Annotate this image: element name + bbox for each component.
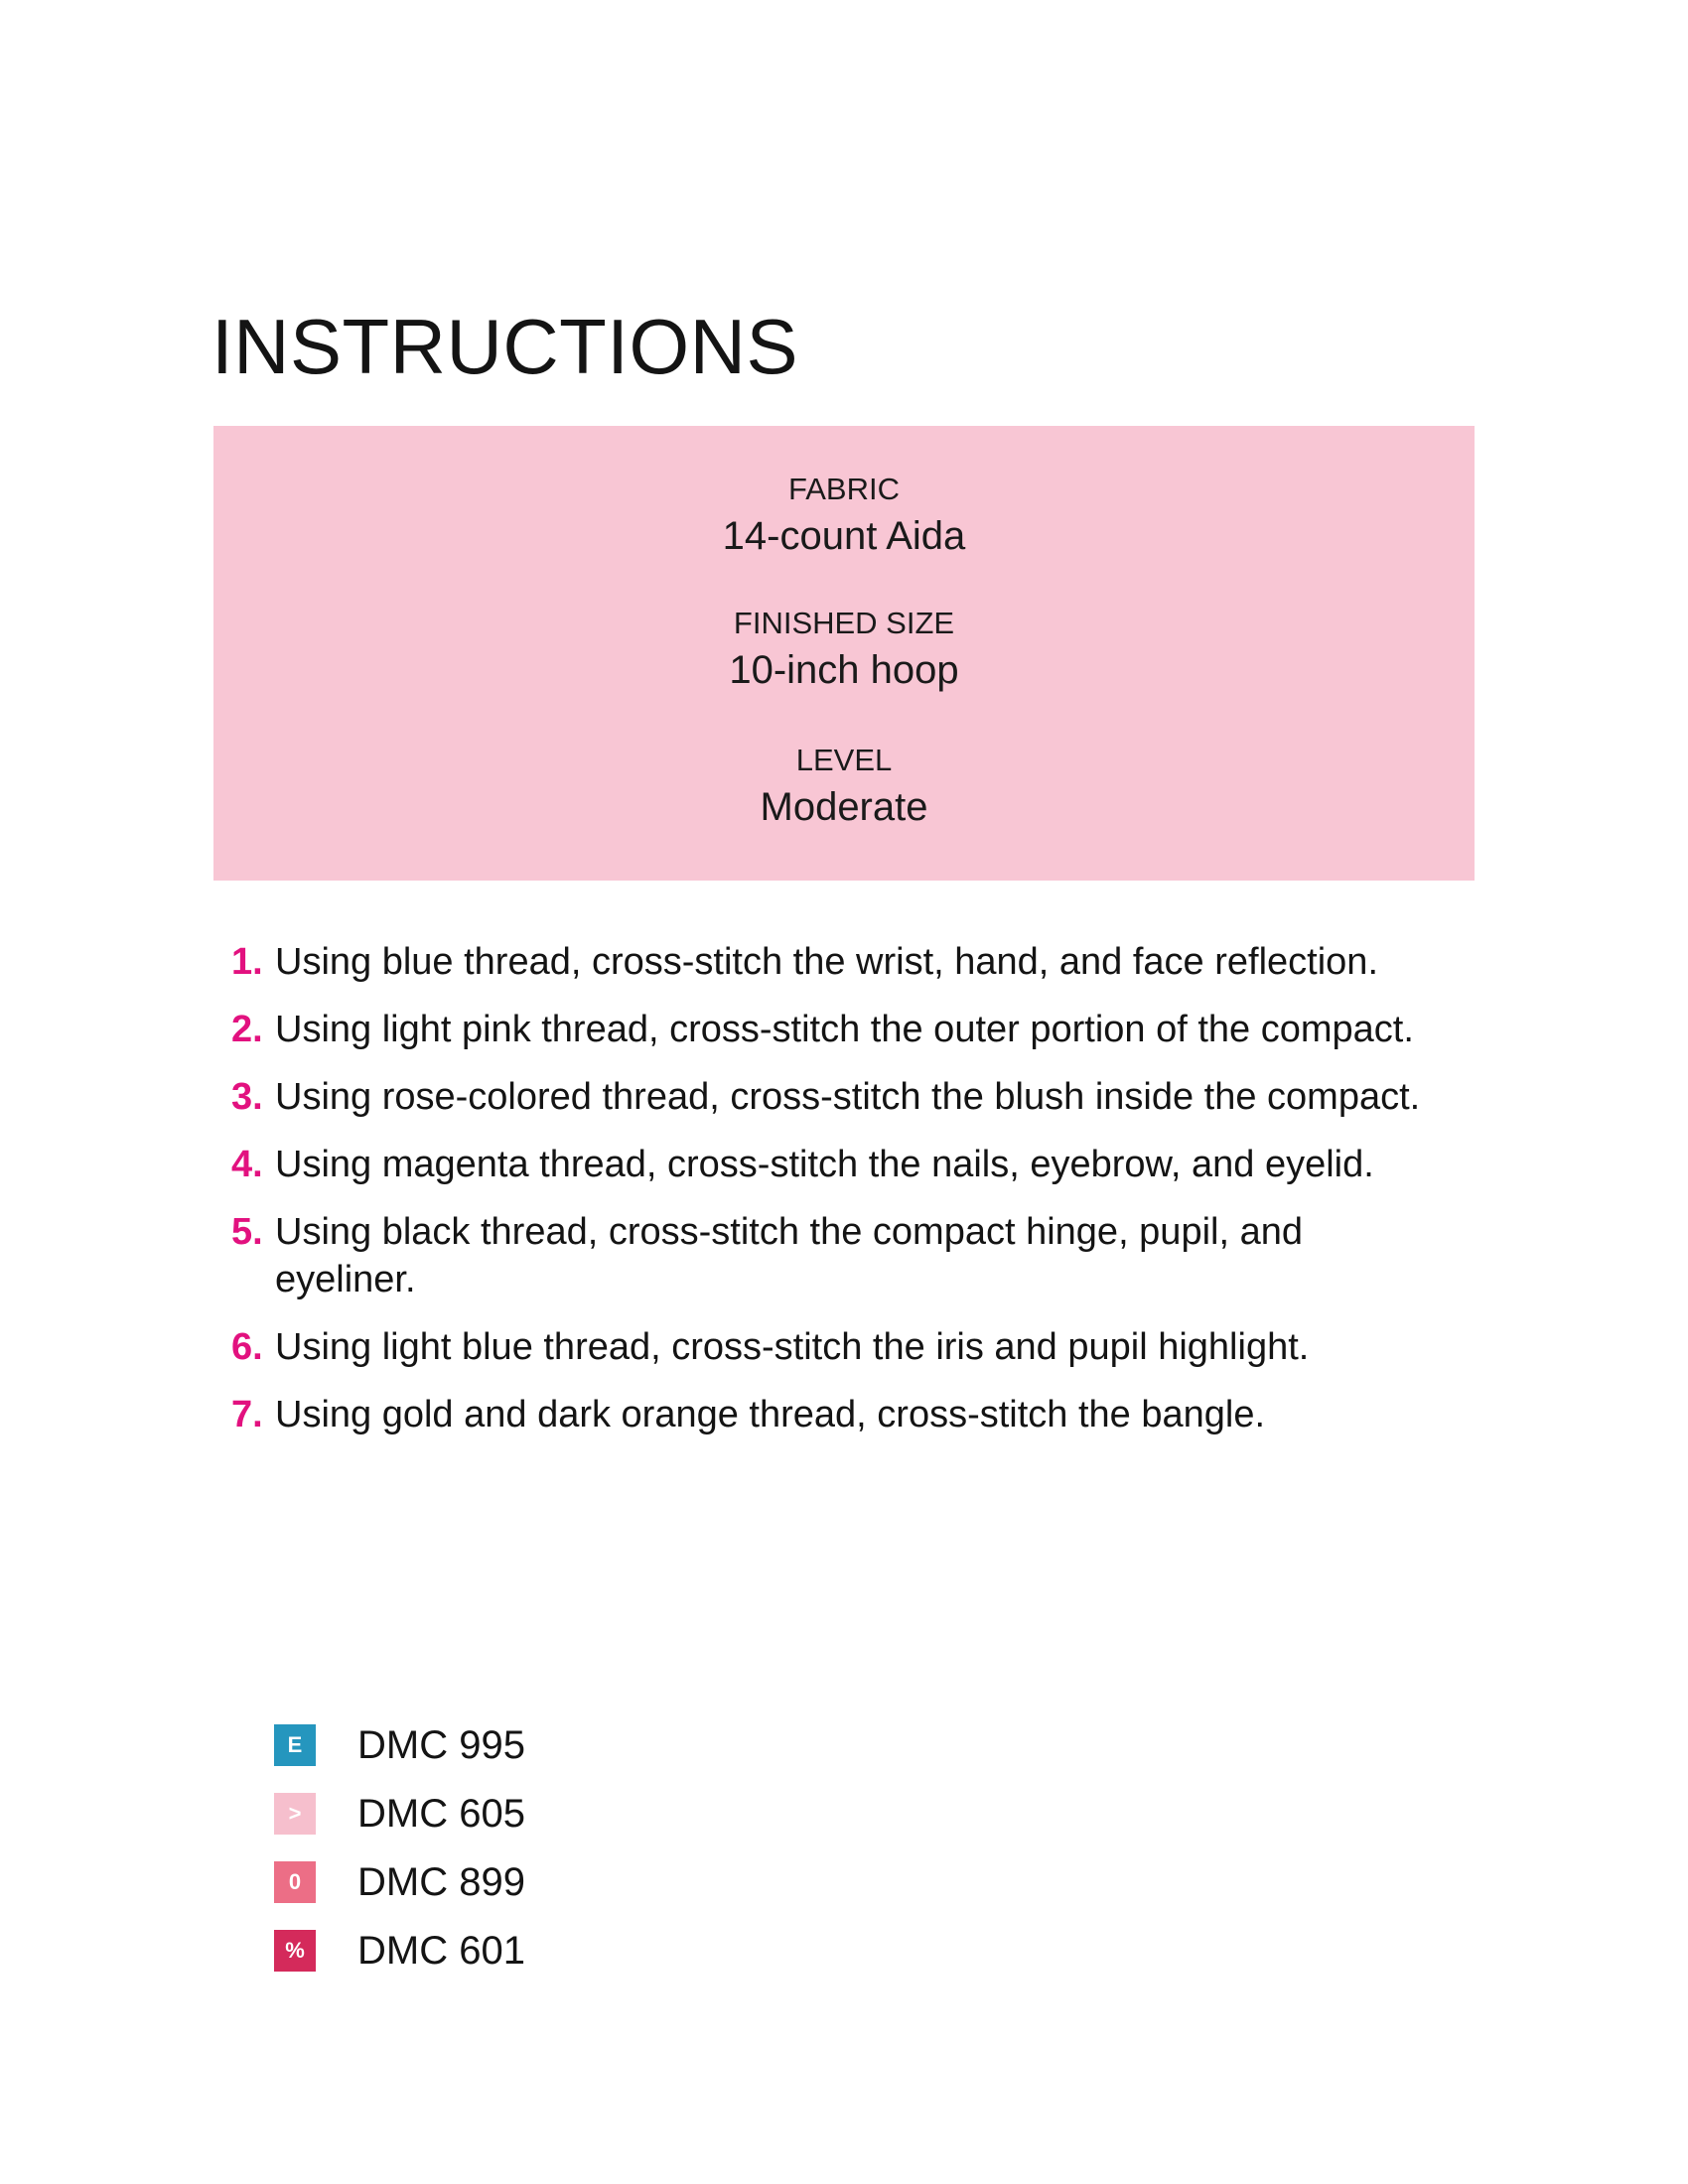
- step-text: Using rose-colored thread, cross-stitch the blush inside the compact.: [275, 1076, 1421, 1118]
- finished-size-info: [213, 608, 1475, 690]
- step-number: 3.: [231, 1076, 263, 1118]
- finished-size-label: FINISHED SIZE: [733, 606, 955, 640]
- step-number: 6.: [231, 1326, 263, 1368]
- step-text: Using light pink thread, cross-stitch the outer portion of the compact.: [275, 1009, 1414, 1050]
- step-text: Using black thread, cross-stitch the compact hinge, pupil, and eyeliner.: [275, 1211, 1303, 1300]
- thread-swatch-icon: 0: [274, 1861, 316, 1903]
- instruction-step: [231, 1141, 1453, 1188]
- thread-label: DMC 605: [357, 1792, 525, 1836]
- step-number: 2.: [231, 1009, 263, 1050]
- step-text: Using magenta thread, cross-stitch the nails, eyebrow, and eyelid.: [275, 1144, 1374, 1185]
- fabric-info: [213, 474, 1475, 556]
- thread-label: DMC 899: [357, 1860, 525, 1904]
- thread-swatch-icon: E: [274, 1724, 316, 1766]
- step-text: Using light blue thread, cross-stitch the iris and pupil highlight.: [275, 1326, 1310, 1368]
- step-number: 4.: [231, 1144, 263, 1185]
- level-info: [213, 745, 1475, 827]
- instruction-step: [231, 1391, 1453, 1438]
- instruction-step: [231, 1208, 1453, 1303]
- thread-swatch-icon: >: [274, 1793, 316, 1835]
- pattern-info-box: [213, 426, 1475, 881]
- fabric-value: 14-count Aida: [722, 514, 966, 558]
- instruction-step: [231, 938, 1453, 986]
- step-number: 5.: [231, 1211, 263, 1253]
- instruction-steps: [231, 938, 1453, 1458]
- step-number: 7.: [231, 1394, 263, 1435]
- step-text: Using blue thread, cross-stitch the wrist, hand, and face reflection.: [275, 941, 1378, 983]
- finished-size-value: 10-inch hoop: [729, 648, 959, 692]
- thread-swatch-icon: %: [274, 1930, 316, 1972]
- page-title: INSTRUCTIONS: [211, 303, 798, 390]
- step-text: Using gold and dark orange thread, cross-stitch the bangle.: [275, 1394, 1266, 1435]
- thread-label: DMC 601: [357, 1929, 525, 1973]
- instruction-step: [231, 1073, 1453, 1121]
- thread-label: DMC 995: [357, 1723, 525, 1767]
- level-value: Moderate: [760, 785, 928, 829]
- fabric-label: FABRIC: [788, 472, 900, 506]
- instruction-step: [231, 1006, 1453, 1053]
- level-label: LEVEL: [795, 743, 893, 777]
- step-number: 1.: [231, 941, 263, 983]
- instruction-step: [231, 1323, 1453, 1371]
